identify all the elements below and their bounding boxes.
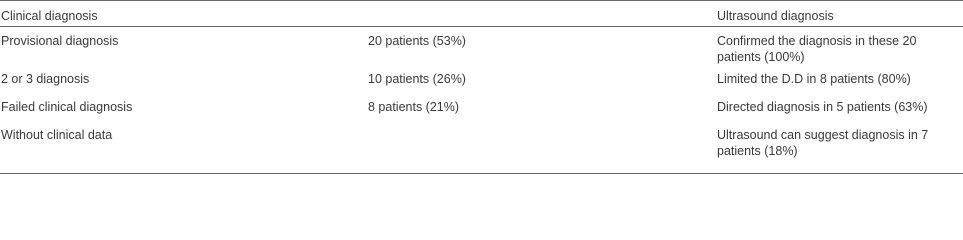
table-body (0, 26, 963, 160)
table-row (0, 120, 963, 160)
table-bottom-rule (0, 173, 963, 174)
cell-patient-count (368, 120, 717, 160)
cell-clinical-category: Failed clinical diagnosis (1, 100, 133, 114)
table-row (0, 26, 963, 65)
cell-clinical-category: Without clinical data (1, 128, 113, 142)
header-ultrasound-diagnosis: Ultrasound diagnosis (717, 9, 834, 23)
cell-patient-count: 8 patients (21%) (368, 100, 460, 114)
table-row (0, 65, 963, 92)
cell-clinical-category: 2 or 3 diagnosis (1, 72, 90, 86)
table-header (0, 1, 963, 26)
cell-patient-count: 10 patients (26%) (368, 72, 466, 86)
diagnosis-table (0, 1, 963, 160)
cell-patient-count: 20 patients (53%) (368, 34, 466, 48)
cell-ultrasound-result: Ultrasound can suggest diagnosis in 7 patients (18%) (717, 128, 929, 158)
cell-ultrasound-result: Limited the D.D in 8 patients (80%) (717, 72, 911, 86)
header-row (0, 1, 963, 26)
cell-ultrasound-result: Confirmed the diagnosis in these 20 patients (100%) (717, 34, 917, 64)
cell-ultrasound-result: Directed diagnosis in 5 patients (63%) (717, 100, 928, 114)
header-patients (368, 1, 717, 26)
table-row (0, 92, 963, 120)
header-clinical-diagnosis: Clinical diagnosis (1, 9, 98, 23)
cell-clinical-category: Provisional diagnosis (1, 34, 119, 48)
